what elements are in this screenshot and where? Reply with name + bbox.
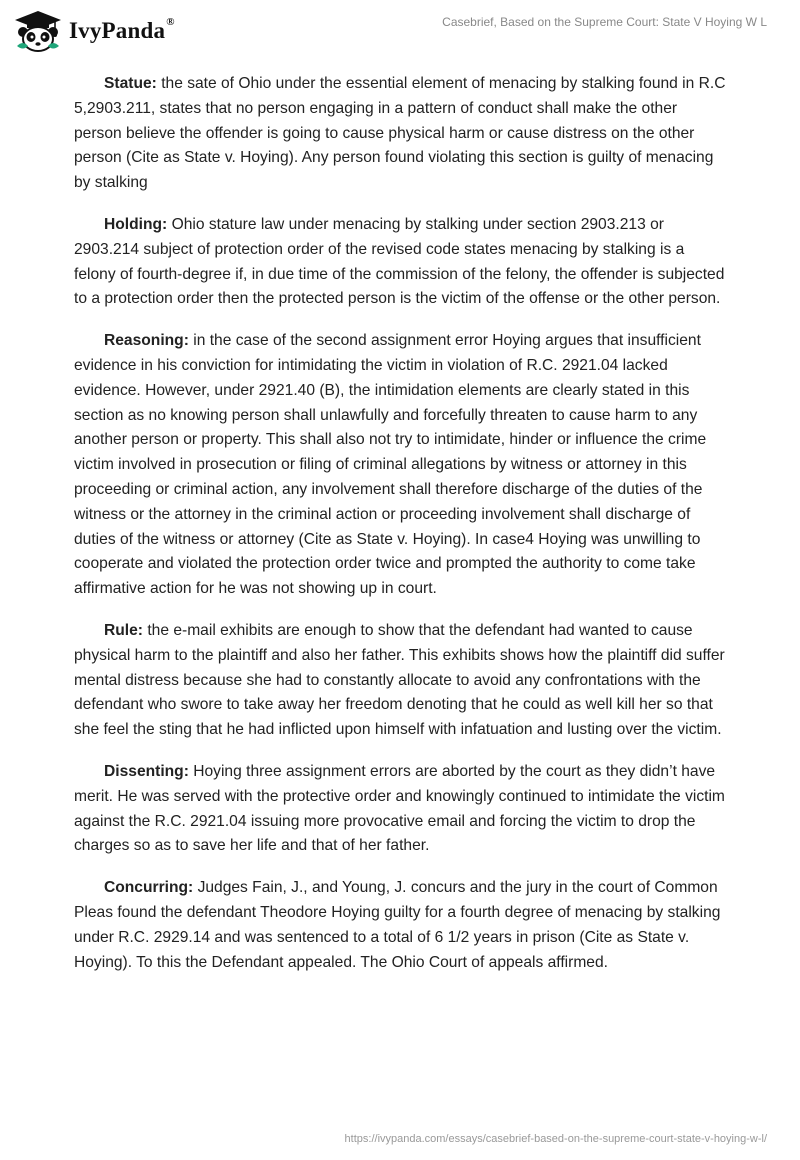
section-concurring — [74, 876, 726, 975]
section-label: Dissenting: — [104, 762, 189, 780]
section-text: Ohio stature law under menacing by stalking under section 2903.213 or 2903.214 subject of protection order of the revised code states menacing by stalking is a felony of fourth-degree if, in due time of the commission of the felony, the offender is subjected to a protection order then the protected person is the victim of the offense or the other person. — [74, 215, 725, 308]
section-label: Concurring: — [104, 879, 194, 897]
section-text: in the case of the second assignment error Hoying argues that insufficient evidence in his conviction for intimidating the victim in violation of R.C. 2921.04 lacked evidence. However, under 2921.40 (B), the intimidation elements are clearly stated in this section as no knowing person shall unlawfully and forcefully threaten to cause harm to any another person or property. This shall also not try to intimidate, hinder or influence the crime victim involved in prosecution or filing of criminal allegations by witness or attorney in this proceeding or criminal action, any involvement shall therefore discharge of the duties of the witness or the attorney in the criminal action or proceeding involvement shall discharge of duties of the witness or attorney (Cite as State v. Hoying). In case4 Hoying was unwilling to cooperate and violated the protection order twice and prompted the authority to come take affirmative action for he was not showing up in court. — [74, 332, 707, 598]
section-rule — [74, 619, 726, 743]
section-label: Statue: — [104, 75, 157, 92]
document-body — [74, 72, 726, 992]
section-dissenting — [74, 760, 726, 859]
section-reasoning — [74, 329, 726, 602]
panda-graduation-cap-icon — [14, 10, 62, 52]
section-text: the sate of Ohio under the essential element of menacing by stalking found in R.C 5,2903.211, states that no person engaging in a pattern of conduct shall make the other person believe the offender is going to cause physical harm or cause distress on the other person (Cite as State v. Hoying). Any person found violating this section is guilty of menacing by stalking — [74, 75, 726, 192]
section-statue — [74, 72, 726, 196]
source-url-link[interactable]: https://ivypanda.com/essays/casebrief-based-on-the-supreme-court-state-v-hoying-w-l/ — [344, 1133, 767, 1145]
section-holding — [74, 213, 726, 312]
section-text: Judges Fain, J., and Young, J. concurs and the jury in the court of Common Pleas found the defendant Theodore Hoying guilty for a fourth degree of menacing by stalking under R.C. 2929.14 and was sentenced to a total of 6 1/2 years in prison (Cite as State v. Hoying). To this the Defendant appealed. The Ohio Court of appeals affirmed. — [74, 879, 721, 971]
section-label: Rule: — [104, 621, 143, 639]
section-text: the e-mail exhibits are enough to show that the defendant had wanted to cause physical harm to the plaintiff and also her father. This exhibits shows how the plaintiff did suffer mental distress because she had to constantly allocate to avoid any confrontations with the defendant who swore to take away her freedom denoting that he could as well kill her so that she feel the sting that he had inflicted upon himself with infatuation and lusting over the victim. — [74, 621, 725, 739]
section-text: Hoying three assignment errors are aborted by the court as they didn’t have merit. He was served with the protective order and knowingly continued to intimidate the victim against the R.C. 2921.04 issuing more provocative email and forcing the victim to drop the charges so as to save her life and that of her father. — [74, 762, 725, 855]
ivypanda-logo[interactable] — [14, 10, 175, 52]
page-header — [0, 0, 800, 60]
section-label: Reasoning: — [104, 332, 189, 350]
brand-name: IvyPanda® — [69, 16, 175, 43]
registered-mark: ® — [166, 16, 175, 29]
section-label: Holding: — [104, 215, 168, 233]
document-title: Casebrief, Based on the Supreme Court: State V Hoying W L — [442, 15, 767, 29]
